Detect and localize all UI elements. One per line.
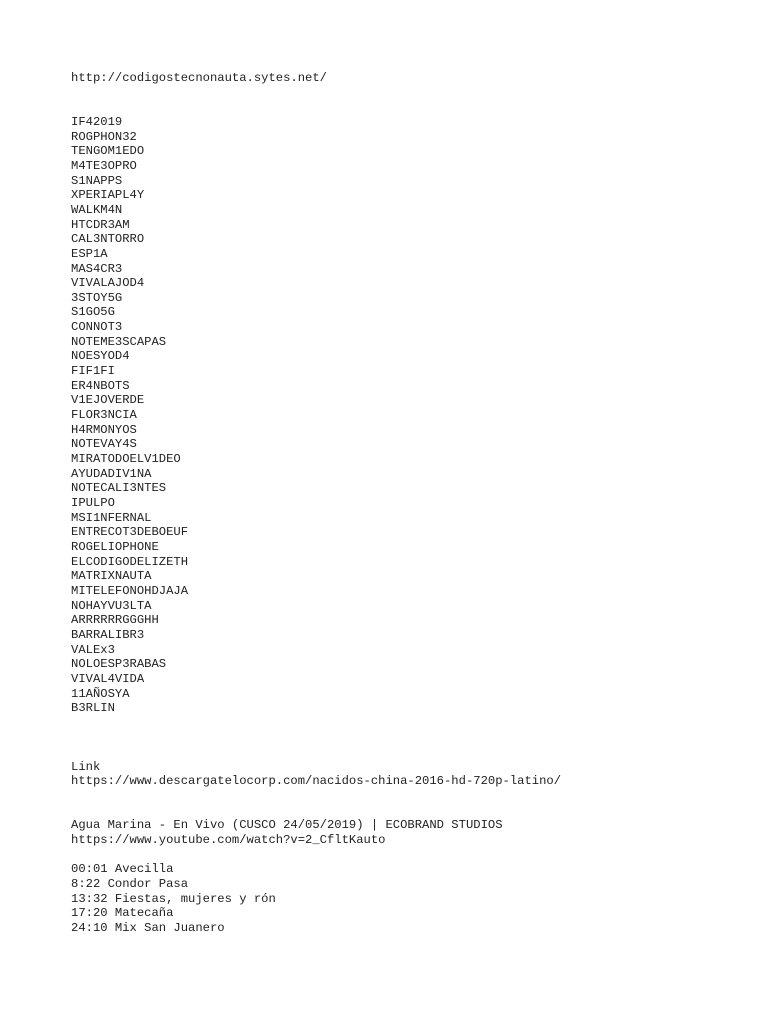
- code-item: CAL3NTORRO: [71, 232, 145, 247]
- code-item: H4RMONYOS: [71, 422, 137, 437]
- code-item: MAS4CR3: [71, 261, 123, 276]
- code-item: ESP1A: [71, 246, 108, 261]
- code-item: WALKM4N: [71, 202, 123, 217]
- code-item: ER4NBOTS: [71, 378, 130, 393]
- tracklist: [71, 862, 751, 935]
- code-item: ENTRECOT3DEBOEUF: [71, 525, 189, 540]
- code-item: NOLOESP3RABAS: [71, 657, 167, 672]
- code-item: FLOR3NCIA: [71, 408, 137, 423]
- code-item: NOTEME3SCAPAS: [71, 334, 167, 349]
- link-url: https://www.descargatelocorp.com/nacidos-china-2016-hd-720p-latino/: [71, 774, 562, 789]
- code-item: VIVALAJOD4: [71, 276, 145, 291]
- code-item: IPULPO: [71, 496, 115, 511]
- header-url: http://codigostecnonauta.sytes.net/: [71, 71, 327, 85]
- track-item: 00:01 Avecilla: [71, 862, 174, 877]
- code-item: MIRATODOELV1DEO: [71, 452, 181, 467]
- spacer: [71, 848, 751, 863]
- code-item: FIF1FI: [71, 364, 115, 379]
- code-item: S1GO5G: [71, 305, 115, 320]
- track-item: 13:32 Fiestas, mujeres y rón: [71, 891, 276, 906]
- code-item: V1EJOVERDE: [71, 393, 145, 408]
- code-item: MSI1NFERNAL: [71, 510, 152, 525]
- code-item: CONNOT3: [71, 320, 123, 335]
- link-label: Link: [71, 759, 101, 774]
- video-title: Agua Marina - En Vivo (CUSCO 24/05/2019) | ECOBRAND STUDIOS: [71, 818, 503, 833]
- code-item: XPERIAPL4Y: [71, 188, 145, 203]
- code-item: VALEx3: [71, 642, 115, 657]
- code-item: ROGELIOPHONE: [71, 539, 159, 554]
- code-item: MATRIXNAUTA: [71, 569, 152, 584]
- code-item: NOTECALI3NTES: [71, 481, 167, 496]
- code-item: NOHAYVU3LTA: [71, 598, 152, 613]
- code-item: 3STOY5G: [71, 290, 123, 305]
- code-item: S1NAPPS: [71, 173, 123, 188]
- code-item: IF42019: [71, 114, 123, 129]
- code-item: ROGPHON32: [71, 129, 137, 144]
- code-item: B3RLIN: [71, 701, 115, 716]
- code-item: 11AÑOSYA: [71, 686, 130, 701]
- track-item: 24:10 Mix San Juanero: [71, 920, 225, 935]
- code-item: ARRRRRRGGGHH: [71, 613, 159, 628]
- code-item: BARRALIBR3: [71, 627, 145, 642]
- code-item: ELCODIGODELIZETH: [71, 554, 189, 569]
- track-item: 17:20 Matecaña: [71, 906, 174, 921]
- code-item: MITELEFONOHDJAJA: [71, 583, 189, 598]
- code-item: AYUDADIV1NA: [71, 466, 152, 481]
- code-item: VIVAL4VIDA: [71, 671, 145, 686]
- spacer: [71, 789, 751, 818]
- video-url: https://www.youtube.com/watch?v=2_CfltKauto: [71, 833, 386, 848]
- code-item: NOESYOD4: [71, 349, 130, 364]
- code-item: M4TE3OPRO: [71, 158, 137, 173]
- document-page: [71, 71, 751, 936]
- code-item: NOTEVAY4S: [71, 437, 137, 452]
- codes-list: [71, 115, 751, 716]
- track-item: 8:22 Condor Pasa: [71, 877, 189, 892]
- code-item: HTCDR3AM: [71, 217, 130, 232]
- spacer: [71, 86, 751, 115]
- spacer: [71, 716, 751, 760]
- code-item: TENGOM1EDO: [71, 144, 145, 159]
